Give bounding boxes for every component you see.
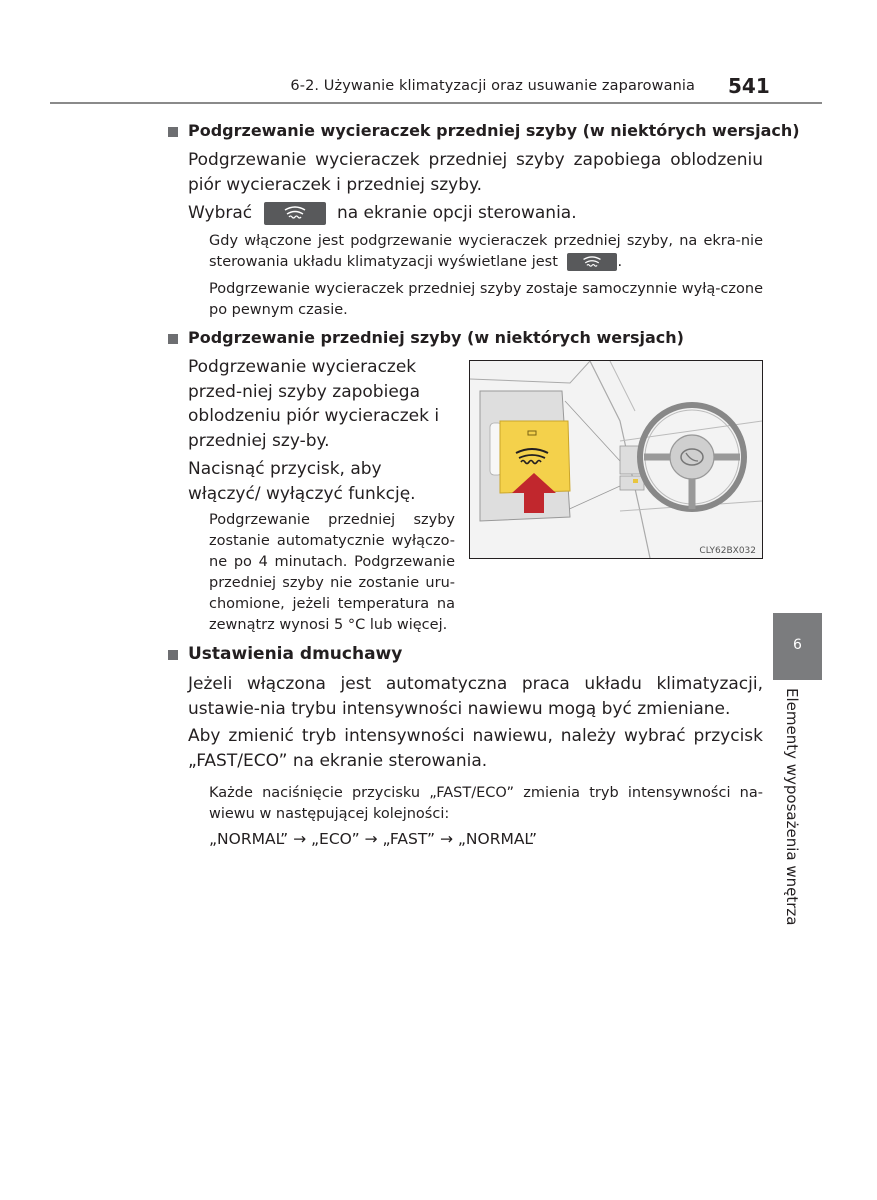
wiper-deicer-indicator-icon: [567, 253, 617, 271]
square-bullet-icon: [168, 127, 178, 137]
note-wiper-auto-off: Podgrzewanie wycieraczek przedniej szyby zostaje samoczynnie wyłą-czone po pewnym czasie.: [209, 281, 763, 318]
section-heading-windshield-deicer: Podgrzewanie przedniej szyby (w niektórych wersjach): [188, 328, 684, 347]
note-wiper-display: [209, 231, 763, 273]
header-rule: [50, 102, 822, 104]
chapter-tab: [773, 613, 822, 680]
paragraph-windshield-body: Podgrzewanie wycieraczek przed-niej szyby zapobiega oblodzeniu piór wycieraczek i przedniej szy-by.: [188, 357, 440, 451]
paragraph-blower-change: Aby zmienić tryb intensywności nawiewu, należy wybrać przycisk „FAST/ECO” na ekranie sterowania.: [188, 726, 763, 771]
note-windshield-auto-off: Podgrzewanie przedniej szyby zostanie automatycznie wyłączo-ne po 4 minutach. Podgrzewanie przedniej szyby nie zostanie uru-chomione, jeżeli temperatura na zewnątrz wynosi 5 °C lub więcej.: [209, 512, 455, 633]
paragraph-windshield-press: Nacisnąć przycisk, aby włączyć/ wyłączyć funkcję.: [188, 459, 416, 504]
select-suffix: na ekranie opcji sterowania.: [336, 203, 577, 223]
figure-dashboard-windshield-button: [469, 360, 763, 559]
dashboard-illustration: [470, 361, 762, 558]
chapter-number: 6: [793, 637, 802, 653]
section-heading-blower: Ustawienia dmuchawy: [188, 644, 403, 664]
section-heading-wiper-deicer: Podgrzewanie wycieraczek przedniej szyby (w niektórych wersjach): [188, 121, 800, 140]
square-bullet-icon: [168, 650, 178, 660]
figure-code: CLY62BX032: [699, 546, 756, 556]
square-bullet-icon: [168, 334, 178, 344]
note-blower-sequence: Każde naciśnięcie przycisku „FAST/ECO” zmienia tryb intensywności na-wiewu w następującej kolejności:: [209, 785, 763, 822]
paragraph-wiper-select: [188, 201, 763, 226]
select-prefix: Wybrać: [188, 203, 253, 223]
paragraph-blower-auto: Jeżeli włączona jest automatyczna praca układu klimatyzacji, ustawie-nia trybu intensywności nawiewu mogą być zmieniane.: [188, 674, 763, 719]
chapter-label: Elementy wyposażenia wnętrza: [783, 688, 801, 926]
page-number: 541: [728, 74, 770, 98]
header-section-title: 6-2. Używanie klimatyzacji oraz usuwanie zaparowania: [290, 78, 695, 94]
note1-text: Gdy włączone jest podgrzewanie wycieraczek przedniej szyby, na ekra-nie sterowania układu klimatyzacji wyświetlane jest: [209, 233, 763, 270]
wiper-deicer-button-icon: [264, 202, 326, 225]
paragraph-wiper-body: Podgrzewanie wycieraczek przedniej szyby zapobiega oblodzeniu piór wycieraczek i przedniej szyby.: [188, 150, 763, 195]
note1-end: .: [617, 254, 623, 270]
blower-mode-sequence: „NORMAL” → „ECO” → „FAST” → „NORMAL”: [209, 830, 538, 848]
